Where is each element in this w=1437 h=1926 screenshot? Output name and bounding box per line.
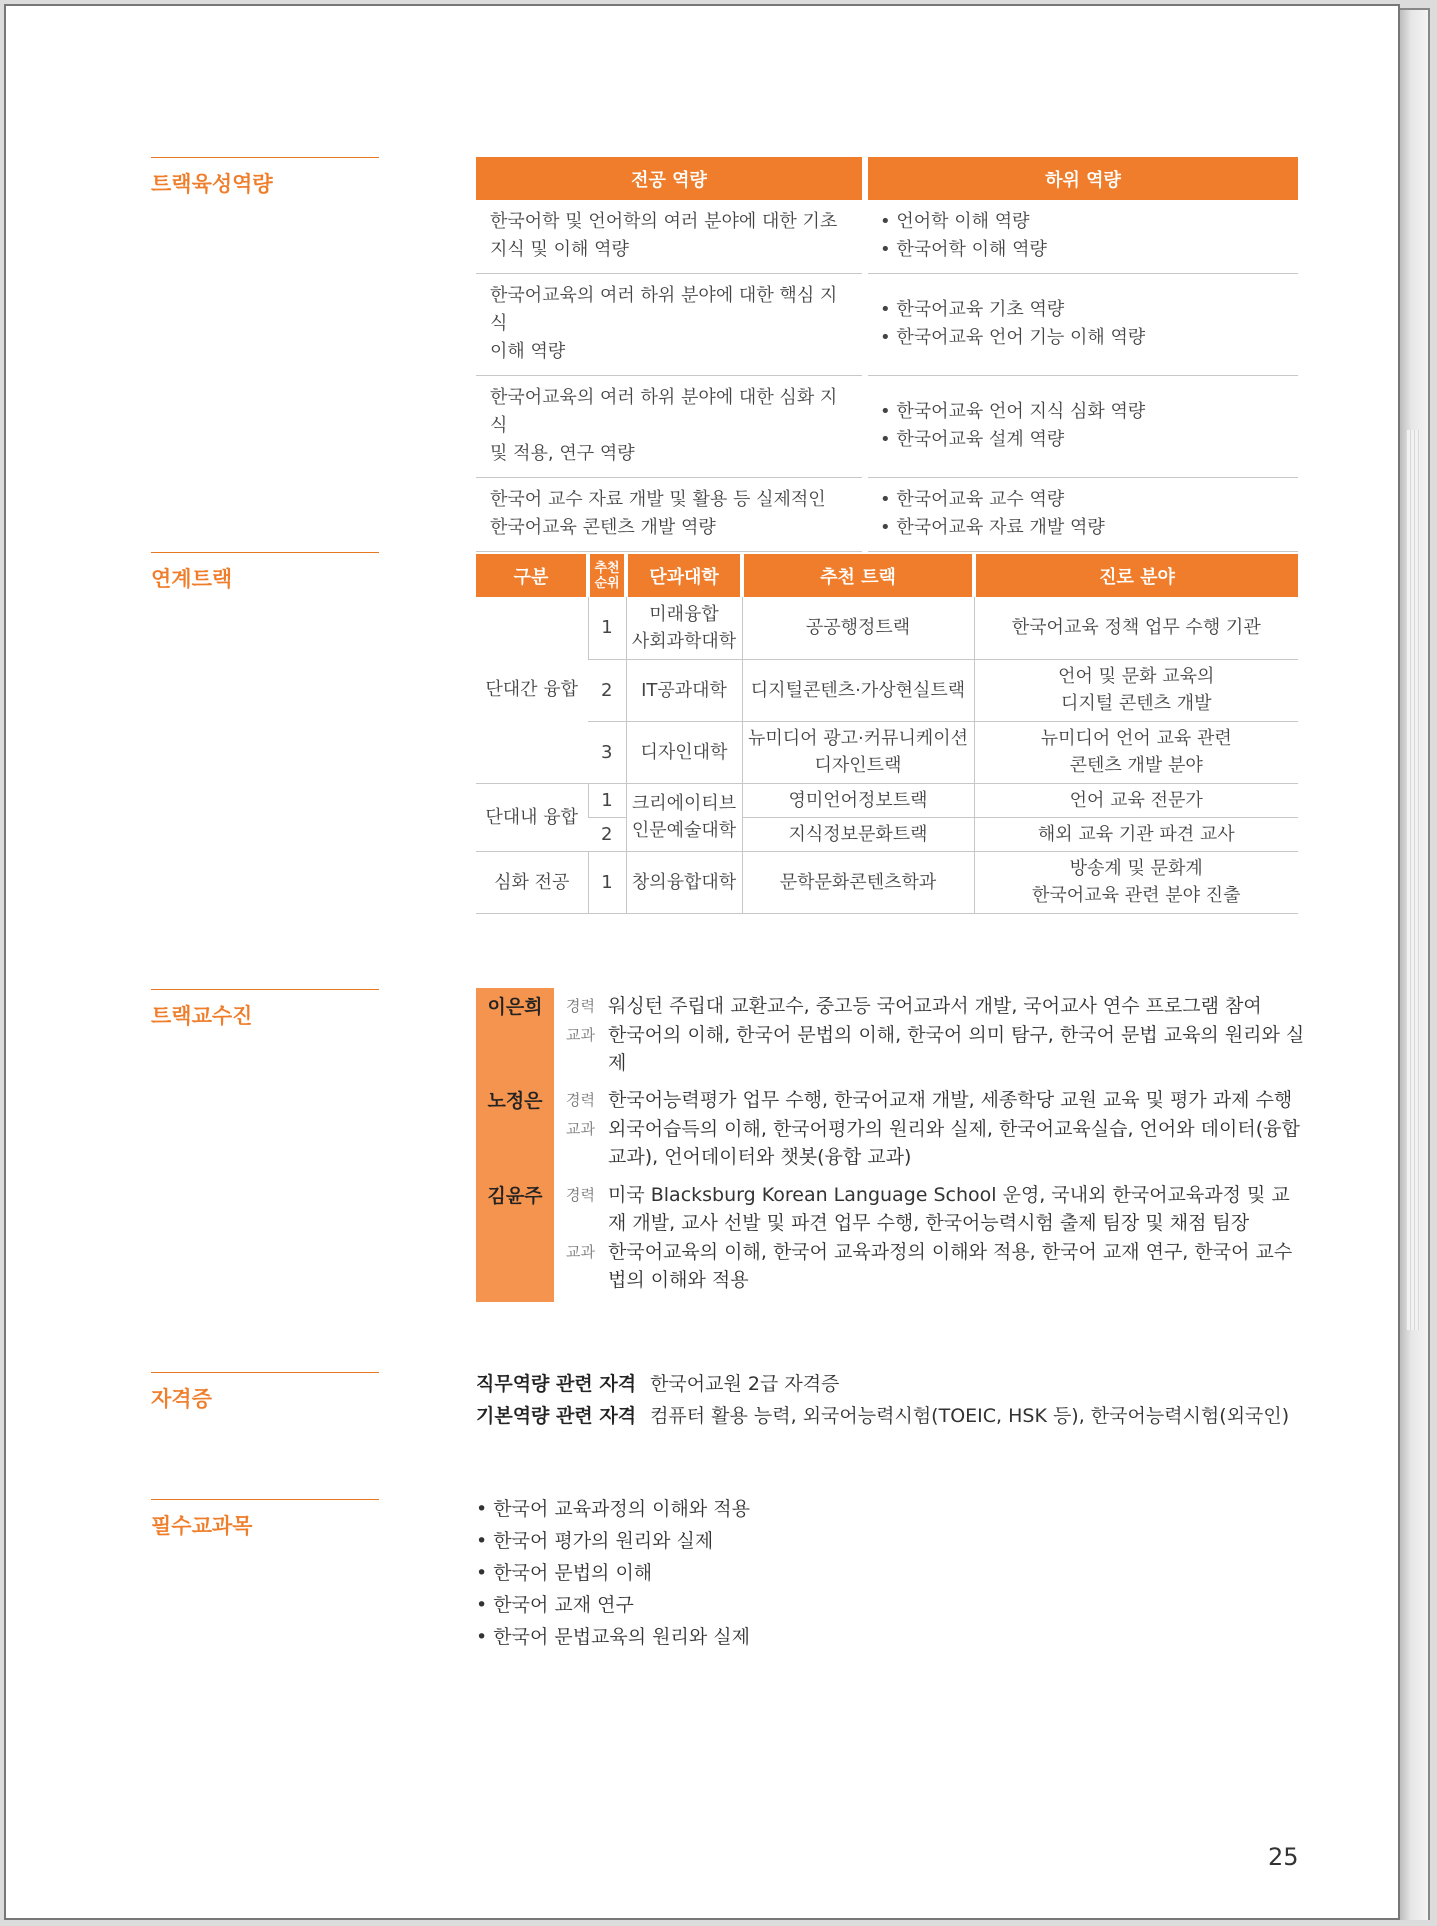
career-cell: 언어 및 문화 교육의 디지털 콘텐츠 개발	[974, 659, 1298, 721]
college-cell: 미래융합 사회과학대학	[626, 597, 742, 659]
header-category: 구분	[476, 554, 588, 597]
table-row	[476, 851, 1298, 913]
table-row	[476, 376, 1298, 478]
rank-cell: 1	[588, 851, 626, 913]
header-college: 단과대학	[626, 554, 742, 597]
group-cell: 단대내 융합	[476, 783, 588, 851]
group-cell: 심화 전공	[476, 851, 588, 913]
document-page	[4, 4, 1400, 1920]
rank-cell: 3	[588, 721, 626, 783]
table-row	[476, 783, 1298, 817]
certificate-job: 직무역량 관련 자격 한국어교원 2급 자격증	[476, 1373, 840, 1395]
table-row	[476, 478, 1298, 552]
faculty-course: 교과 한국어의 이해, 한국어 문법의 이해, 한국어 의미 탐구, 한국어 문법 교육의 원리와 실제	[566, 1024, 1305, 1074]
college-cell: IT공과대학	[626, 659, 742, 721]
list-item: • 한국어 교재 연구	[476, 1589, 750, 1621]
faculty-course: 교과 한국어교육의 이해, 한국어 교육과정의 이해와 적용, 한국어 교재 연구, 한국어 교수법의 이해와 적용	[566, 1241, 1293, 1291]
table-row	[476, 597, 1298, 659]
faculty-name: 이은희	[487, 996, 543, 1018]
header-sub-competency: 하위 역량	[868, 157, 1298, 200]
career-cell: 해외 교육 기관 파견 교사	[974, 817, 1298, 851]
table-header-row	[476, 554, 1298, 597]
header-rank: 추천 순위	[588, 554, 626, 597]
certificate-basic: 기본역량 관련 자격 컴퓨터 활용 능력, 외국어능력시험(TOEIC, HSK 등), 한국어능력시험(외국인)	[476, 1405, 1290, 1427]
section-title-certificate: 자격증	[151, 1372, 379, 1413]
table-row	[476, 817, 1298, 851]
list-item: • 한국어 교육과정의 이해와 적용	[476, 1493, 750, 1525]
section-title-linked: 연계트랙	[151, 552, 379, 593]
track-cell: 디지털콘텐츠·가상현실트랙	[742, 659, 974, 721]
track-cell: 지식정보문화트랙	[742, 817, 974, 851]
faculty-career: 경력 한국어능력평가 업무 수행, 한국어교재 개발, 세종학당 교원 교육 및 평가 과제 수행	[566, 1089, 1293, 1111]
faculty-course: 교과 외국어습득의 이해, 한국어평가의 원리와 실제, 한국어교육실습, 언어와 데이터(융합 교과), 언어데이터와 챗봇(융합 교과)	[566, 1118, 1300, 1168]
rank-cell: 1	[588, 783, 626, 817]
career-cell: 언어 교육 전문가	[974, 783, 1298, 817]
table-row	[476, 659, 1298, 721]
sub-cell: • 한국어교육 교수 역량 • 한국어교육 자료 개발 역량	[868, 478, 1298, 552]
faculty-career: 경력 워싱턴 주립대 교환교수, 중고등 국어교과서 개발, 국어교사 연수 프로그램 참여	[566, 995, 1262, 1017]
header-major-competency: 전공 역량	[476, 157, 862, 200]
faculty-name: 김윤주	[487, 1185, 543, 1207]
table-row	[476, 721, 1298, 783]
major-cell: 한국어 교수 자료 개발 및 활용 등 실제적인 한국어교육 콘텐츠 개발 역량	[476, 478, 862, 552]
college-cell: 창의융합대학	[626, 851, 742, 913]
group-cell: 단대간 융합	[476, 597, 588, 783]
sub-cell: • 언어학 이해 역량 • 한국어학 이해 역량	[868, 200, 1298, 274]
faculty-name-bar	[476, 988, 554, 1302]
sub-cell: • 한국어교육 언어 지식 심화 역량 • 한국어교육 설계 역량	[868, 376, 1298, 478]
table-row	[476, 274, 1298, 376]
section-title-competency: 트랙육성역량	[151, 157, 379, 198]
track-cell: 뉴미디어 광고·커뮤니케이션 디자인트랙	[742, 721, 974, 783]
track-cell: 공공행정트랙	[742, 597, 974, 659]
major-cell: 한국어학 및 언어학의 여러 분야에 대한 기초 지식 및 이해 역량	[476, 200, 862, 274]
career-cell: 뉴미디어 언어 교육 관련 콘텐츠 개발 분야	[974, 721, 1298, 783]
list-item: • 한국어 문법의 이해	[476, 1557, 750, 1589]
certificate-list	[476, 1368, 1289, 1432]
faculty-career: 경력 미국 Blacksburg Korean Language School 운영, 국내외 한국어교육과정 및 교재 개발, 교사 선발 및 파견 업무 수행, 한국어능력시험 출제 팀장 및 채점 팀장	[566, 1184, 1290, 1234]
page-number: 25	[1268, 1843, 1299, 1871]
track-cell: 문학문화콘텐츠학과	[742, 851, 974, 913]
table-header-row	[476, 157, 1298, 200]
required-course-list	[476, 1493, 750, 1653]
table-row	[476, 200, 1298, 274]
competency-table	[476, 157, 1298, 552]
rank-cell: 2	[588, 817, 626, 851]
sub-cell: • 한국어교육 기초 역량 • 한국어교육 언어 기능 이해 역량	[868, 274, 1298, 376]
linked-track-table	[476, 554, 1298, 914]
major-cell: 한국어교육의 여러 하위 분야에 대한 핵심 지식 이해 역량	[476, 274, 862, 376]
faculty-name: 노정은	[487, 1090, 543, 1112]
college-cell: 크리에이티브 인문예술대학	[626, 783, 742, 851]
career-cell: 한국어교육 정책 업무 수행 기관	[974, 597, 1298, 659]
career-cell: 방송계 및 문화계 한국어교육 관련 분야 진출	[974, 851, 1298, 913]
major-cell: 한국어교육의 여러 하위 분야에 대한 심화 지식 및 적용, 연구 역량	[476, 376, 862, 478]
section-title-required: 필수교과목	[151, 1499, 379, 1540]
header-track: 추천 트랙	[742, 554, 974, 597]
list-item: • 한국어 평가의 원리와 실제	[476, 1525, 750, 1557]
page-stack-edge	[1400, 8, 1430, 1920]
rank-cell: 1	[588, 597, 626, 659]
header-career: 진로 분야	[974, 554, 1298, 597]
track-cell: 영미언어정보트랙	[742, 783, 974, 817]
section-title-faculty: 트랙교수진	[151, 989, 379, 1030]
college-cell: 디자인대학	[626, 721, 742, 783]
list-item: • 한국어 문법교육의 원리와 실제	[476, 1621, 750, 1653]
rank-cell: 2	[588, 659, 626, 721]
